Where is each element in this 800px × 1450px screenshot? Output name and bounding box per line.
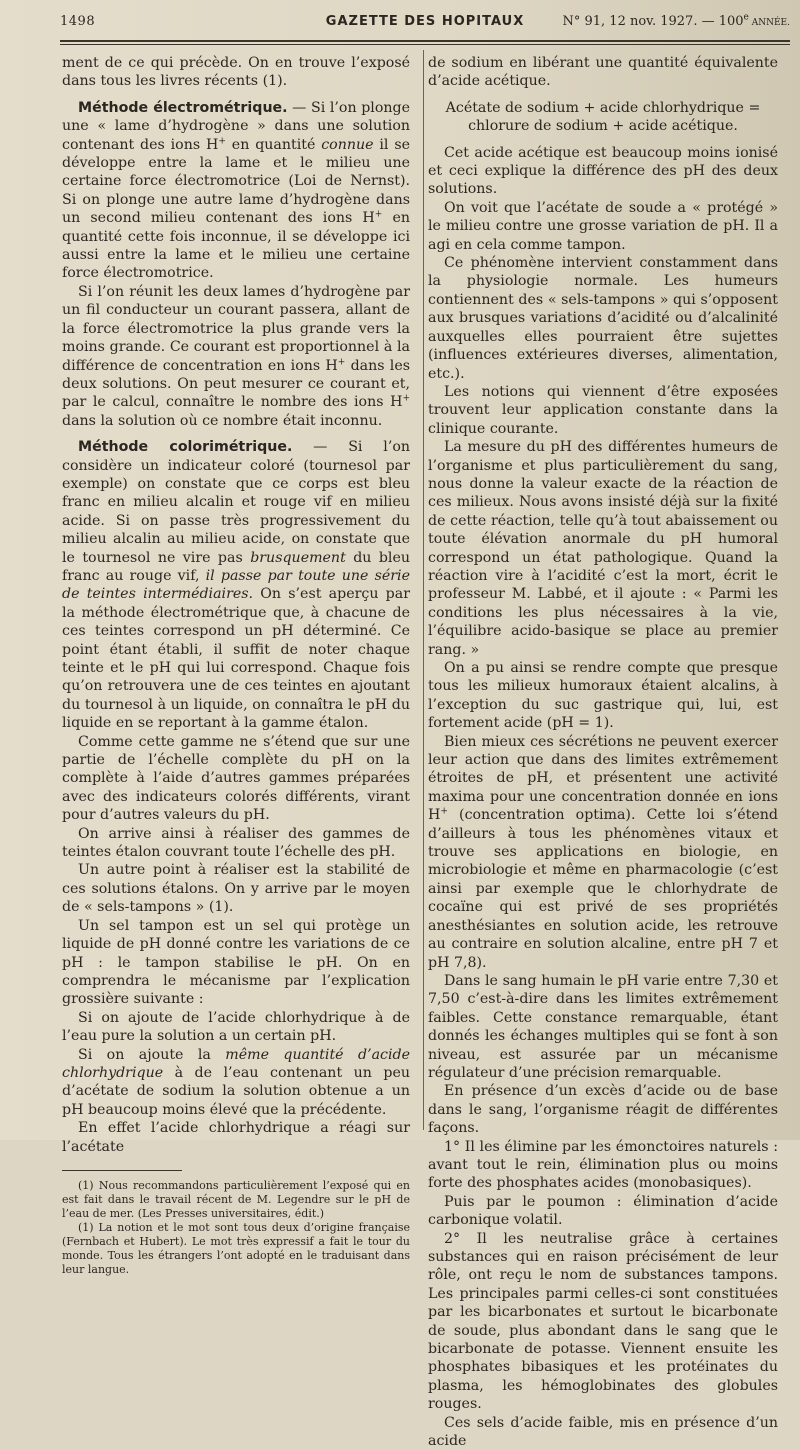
- page-number: 1498: [60, 14, 96, 29]
- paragraph: Puis par le poumon : élimination d’acide carbonique volatil.: [428, 1193, 778, 1229]
- journal-title: GAZETTE DES HOPITAUX: [325, 14, 525, 29]
- paragraph: de sodium en libérant une quantité équivalente d’acide acétique.: [428, 55, 778, 90]
- paragraph: Dans le sang humain le pH varie entre 7,30 et 7,50 c’est-à-dire dans les limites extrêmement faibles. Cette constance remarquable, étant donnés les échanges multiples qui se font à son niveau, est assurée par un mécanisme régulateur d’une précision remarquable.: [428, 972, 778, 1081]
- paragraph: En présence d’un excès d’acide ou de base dans le sang, l’organisme réagit de différentes façons.: [428, 1083, 778, 1137]
- paragraph: 2° Il les neutralise grâce à certaines substances qui en raison précisément de leur rôle, ont reçu le nom de substances tampons. Les principales parmi celles-ci sont constituées par les bicarbonates et surtout le bicarbonate de soude, plus abondant dans le sang que le bicarbonate de potasse. Viennent ensuite les phosphates bibasiques et les protéinates du plasma, les hémoglobinates des globules rouges.: [428, 1230, 778, 1413]
- paragraph: 1° Il les élimine par les émonctoires naturels : avant tout le rein, élimination plus ou moins forte des phosphates acides (monobasiques).: [428, 1138, 778, 1192]
- paragraph: Les notions qui viennent d’être exposées trouvent leur application constante dans la clinique courante.: [428, 383, 778, 437]
- paragraph: Cet acide acétique est beaucoup moins ionisé et ceci explique la différence des pH des deux solutions.: [428, 144, 778, 198]
- paragraph: ment de ce qui précède. On en trouve l’exposé dans tous les livres récents (1).: [62, 55, 410, 90]
- footnote-rule: [62, 1170, 182, 1171]
- paragraph: En effet l’acide chlorhydrique a réagi sur l’acétate: [62, 1120, 410, 1155]
- paragraph-colorimetric: Méthode colorimétrique. — Si l’on considère un indicateur coloré (tournesol par exemple) on constate que ce corps est bleu franc en milieu alcalin et rouge vif en milieu acide. Si on passe très progressivement du milieu alcalin au milieu acide, on constate que le tournesol ne vire pas brusquement du bleu franc au rouge vif, il passe par toute une série de teintes intermédiaires. On s’est aperçu par la méthode électrométrique que, à chacune de ces teintes correspond un pH déterminé. Ce point étant établi, il suffit de noter chaque teinte et le pH qui lui correspond. Chaque fois qu’on retrouvera une de ces teintes en ajoutant du tournesol à un liquide, on connaîtra le pH du liquide en se reportant à la gamme étalon.: [62, 439, 411, 732]
- paragraph: Un sel tampon est un sel qui protège un liquide de pH donné contre les variations de ce pH : le tampon stabilise le pH. On en comprendra le mécanisme par l’explication grossière suivante :: [62, 917, 410, 1008]
- left-column: [62, 54, 410, 1277]
- paragraph: La mesure du pH des différentes humeurs de l’organisme et plus particulièrement du sang, nous donne la valeur exacte de la réaction de ces milieux. Nous avons insisté déjà sur la fixité de cette réaction, telle qu’à tout abaissement ou toute élévation anormale du pH humoral correspond un état pathologique. Quand la réaction vire à l’acidité c’est la mort, écrit le professeur M. Labbé, et il ajoute : « Parmi les conditions les plus nécessaires à la vie, l’équilibre acido-basique se place au premier rang. »: [428, 439, 778, 658]
- section-heading: Méthode électrométrique.: [78, 99, 288, 116]
- paragraph: Un autre point à réaliser est la stabilité de ces solutions étalons. On y arrive par le moyen de « sels-tampons » (1).: [62, 862, 410, 916]
- chemical-equation: Acétate de sodium + acide chlorhydrique = chlorure de sodium + acide acétique.: [445, 99, 761, 135]
- page-header: [60, 10, 790, 36]
- paragraph-electrometric: Méthode électrométrique. — Si l’on plonge une « lame d’hydrogène » dans une solution contenant des ions H+ en quantité connue il se développe entre la lame et le milieu une certaine force électromotrice (Loi de Nernst). Si on plonge une autre lame d’hydrogène dans un second milieu contenant des ions H+ en quantité cette fois inconnue, il se développe ici aussi entre la lame et le milieu une certaine force électromotrice.: [62, 99, 411, 282]
- column-divider: [423, 50, 424, 1130]
- paragraph: On a pu ainsi se rendre compte que presque tous les milieux humoraux étaient alcalins, à l’exception du suc gastrique qui, lui, est fortement acide (pH = 1).: [428, 660, 778, 732]
- footnote: (1) Nous recommandons particulièrement l’exposé qui en est fait dans le travail récent de M. Legendre sur le pH de l’eau de mer. (Les Presses universitaires, édit.): [62, 1178, 410, 1220]
- paragraph: Comme cette gamme ne s’étend que sur une partie de l’échelle complète du pH on la complète à l’aide d’autres gammes préparées avec des indicateurs colorés différents, virant pour d’autres valeurs du pH.: [62, 733, 410, 824]
- paragraph: On arrive ainsi à réaliser des gammes de teintes étalon couvrant toute l’échelle des pH.: [62, 825, 410, 861]
- paragraph: Si on ajoute la même quantité d’acide chlorhydrique à de l’eau contenant un peu d’acétate de sodium la solution obtenue a un pH beaucoup moins élevé que la précédente.: [62, 1046, 410, 1118]
- section-heading: Méthode colorimétrique.: [78, 439, 293, 456]
- paragraph: On voit que l’acétate de soude a « protégé » le milieu contre une grosse variation de pH. Il a agi en cela comme tampon.: [428, 199, 778, 253]
- paragraph: Ces sels d’acide faible, mis en présence d’un acide: [428, 1414, 778, 1450]
- header-rule-thin: [60, 44, 790, 45]
- right-column: [428, 54, 778, 1450]
- paragraph: Ce phénomène intervient constamment dans la physiologie normale. Les humeurs contiennent des « sels-tampons » qui s’opposent aux brusques variations d’acidité ou d’alcalinité auxquelles elles pourraient être sujettes (influences extérieures diverses, alimentation, etc.).: [428, 255, 778, 382]
- paragraph: Bien mieux ces sécrétions ne peuvent exercer leur action que dans des limites extrêmement étroites de pH, et présentent une activité maxima pour une concentration donnée en ions H+ (concentration optima). Cette loi s’étend d’ailleurs à tous les phénomènes vitaux et trouve ses applications en biologie, en microbiologie et même en pharmacologie (c’est ainsi par exemple que le chlorhydrate de cocaïne qui est privé de ses propriétés anesthésiantes en solution acide, les retrouve au contraire en solution alcaline, entre pH 7 et pH 7,8).: [428, 733, 778, 971]
- header-rule-thick: [60, 40, 790, 42]
- paragraph: Si on ajoute de l’acide chlorhydrique à de l’eau pure la solution a un certain pH.: [62, 1009, 410, 1045]
- footnote: (1) La notion et le mot sont tous deux d’origine française (Fernbach et Hubert). Le mot très expressif a fait le tour du monde. Tous les étrangers l’ont adopté en le traduisant dans leur langue.: [62, 1220, 410, 1276]
- paragraph: Si l’on réunit les deux lames d’hydrogène par un fil conducteur un courant passera, allant de la force électromotrice la plus grande vers la moins grande. Ce courant est proportionnel à la différence de concentration en ions H+ dans les deux solutions. On peut mesurer ce courant et, par le calcul, connaître le nombre des ions H+ dans la solution où ce nombre était inconnu.: [62, 283, 410, 429]
- issue-info: N° 91, 12 nov. 1927. — 100e ANNÉE.: [562, 12, 790, 29]
